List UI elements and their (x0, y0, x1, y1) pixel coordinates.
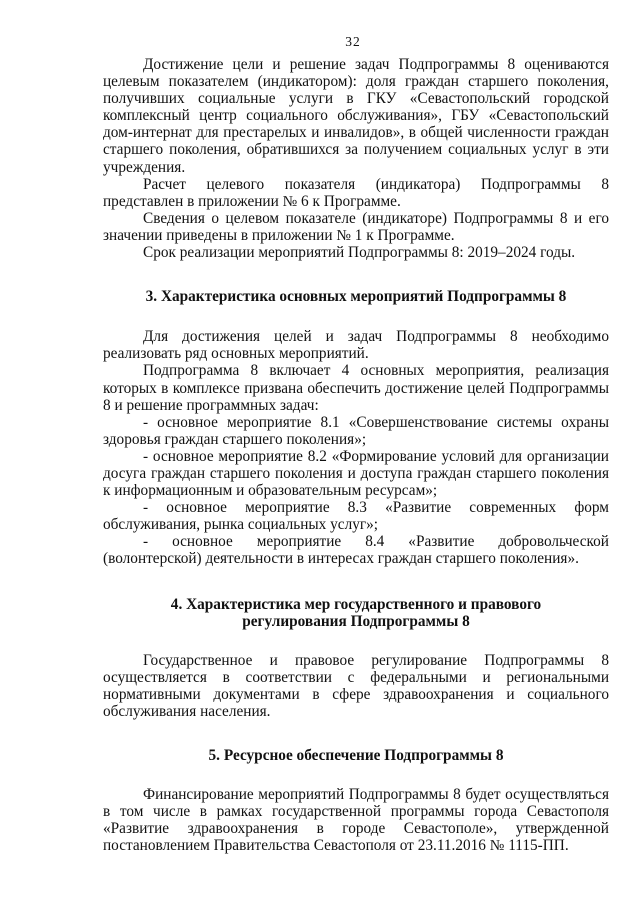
section-3-paragraph: Для достижения целей и задач Подпрограммы 8 необходимо реализовать ряд основных мероприятий. (103, 328, 609, 363)
activity-8-1: - основное мероприятие 8.1 «Совершенствование системы охраны здоровья граждан старшего поколения»; (103, 413, 609, 448)
section-4-heading-line2: регулирования Подпрограммы 8 (242, 612, 470, 630)
paragraph-goal-indicator: Достижение цели и решение задач Подпрограммы 8 оцениваются целевым показателем (индикатором): доля граждан старшего поколения, получивших социальные услуги в ГКУ «Севастопольский городской комплексный центр социального обслуживания», ГБУ «Севастопольский дом-интернат для престарелых и инвалидов», в общей численности граждан старшего поколения, обратившихся за получением социальных услуг в эти учреждения. (103, 56, 609, 176)
activity-8-2: - основное мероприятие 8.2 «Формирование условий для организации досуга граждан старшего поколения и доступа граждан старшего поколения к информационным и образовательным ресурсам»; (103, 447, 609, 500)
section-4-heading-line1: 4. Характеристика мер государственного и правового (170, 595, 542, 613)
section-3-heading: 3. Характеристика основных мероприятий Подпрограммы 8 (145, 288, 567, 306)
page-number: 32 (345, 34, 361, 49)
activity-8-3: - основное мероприятие 8.3 «Развитие современных форм обслуживания, рынка социальных услуг»; (103, 499, 609, 534)
activity-8-4: - основное мероприятие 8.4 «Развитие добровольческой (волонтерской) деятельности в интересах граждан старшего поколения». (103, 533, 609, 568)
paragraph-indicator-info: Сведения о целевом показателе (индикаторе) Подпрограммы 8 и его значении приведены в приложении № 1 к Программе. (103, 209, 609, 244)
paragraph-term: Срок реализации мероприятий Подпрограммы 8: 2019–2024 годы. (143, 244, 576, 262)
paragraph-indicator-calculation: Расчет целевого показателя (индикатора) Подпрограммы 8 представлен в приложении № 6 к Программе. (103, 175, 609, 210)
section-4-paragraph: Государственное и правовое регулирование Подпрограммы 8 осуществляется в соответствии с федеральными и региональными нормативными документами в сфере здравоохранения и социального обслуживания населения. (103, 651, 609, 720)
section-4-heading (103, 596, 609, 630)
section-5-heading: 5. Ресурсное обеспечение Подпрограммы 8 (208, 747, 504, 765)
section-5-paragraph: Финансирование мероприятий Подпрограммы 8 будет осуществляться в том числе в рамках государственной программы города Севастополя «Развитие здравоохранения в городе Севастополе», утвержденной постановлением Правительства Севастополя от 23.11.2016 № 1115-ПП. (103, 786, 609, 855)
section-3-paragraph: Подпрограмма 8 включает 4 основных мероприятия, реализация которых в комплексе призвана обеспечить достижение целей Подпрограммы 8 и решение программных задач: (103, 362, 609, 414)
